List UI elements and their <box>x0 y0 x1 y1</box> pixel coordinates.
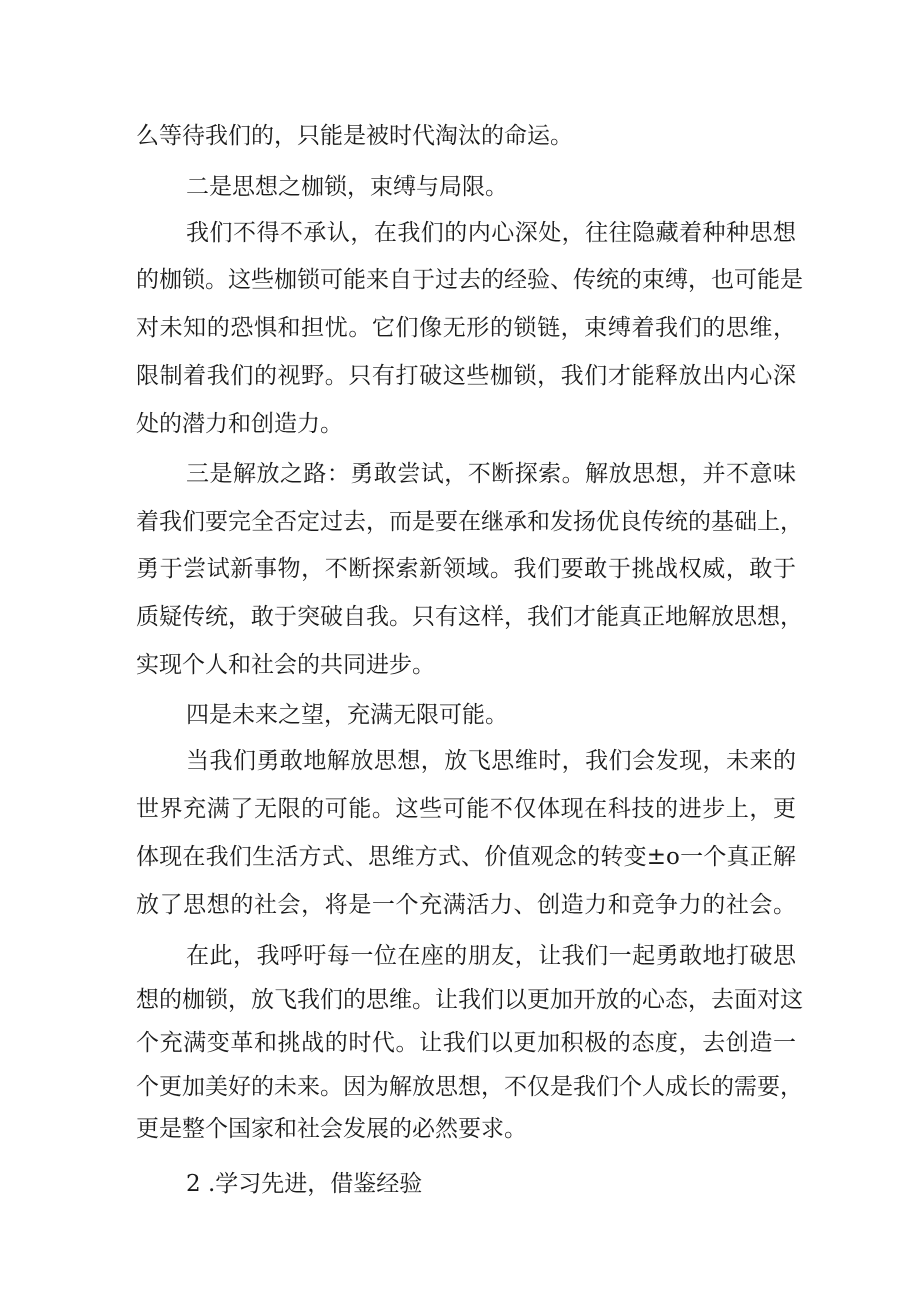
body-text-line: 质疑传统，敢于突破自我。只有这样，我们才能真正地解放思想， <box>136 604 803 630</box>
body-text-line: 体现在我们生活方式、思维方式、价值观念的转变±o一个真正解 <box>136 844 796 870</box>
body-text-line: 限制着我们的视野。只有打破这些枷锁，我们才能释放出内心深 <box>136 363 796 389</box>
section-heading-point-two: 二是思想之枷锁，束缚与局限。 <box>186 174 508 200</box>
body-text-line: 的枷锁。这些枷锁可能来自于过去的经验、传统的束缚，也可能是 <box>136 267 803 293</box>
section-heading-learn-advanced: 2 .学习先进，借鉴经验 <box>186 1171 423 1197</box>
body-text-line: 在此，我呼吁每一位在座的朋友，让我们一起勇敢地打破思 <box>186 943 796 969</box>
body-text-line: 当我们勇敢地解放思想，放飞思维时，我们会发现，未来的 <box>186 748 796 774</box>
body-text-line: 勇于尝试新事物，不断探索新领域。我们要敢于挑战权威，敢于 <box>136 556 796 582</box>
body-text-line: 放了思想的社会，将是一个充满活力、创造力和竞争力的社会。 <box>136 892 796 918</box>
body-text-line: 实现个人和社会的共同进步。 <box>136 652 435 678</box>
body-text-line: 想的枷锁，放飞我们的思维。让我们以更加开放的心态，去面对这 <box>136 987 803 1013</box>
body-text-line: 个充满变革和挑战的时代。让我们以更加积极的态度，去创造一 <box>136 1030 796 1056</box>
body-text-line: 我们不得不承认，在我们的内心深处，往往隐藏着种种思想 <box>186 220 796 246</box>
body-text-line: 三是解放之路：勇敢尝试，不断探索。解放思想，并不意味 <box>186 461 796 487</box>
body-text-line: 处的潜力和创造力。 <box>136 411 343 437</box>
body-text-line: 个更加美好的未来。因为解放思想，不仅是我们个人成长的需要， <box>136 1074 803 1100</box>
body-text-line: 着我们要完全否定过去，而是要在继承和发扬优良传统的基础上， <box>136 509 803 535</box>
body-text-line: 更是整个国家和社会发展的必然要求。 <box>136 1116 527 1142</box>
body-text-line: 对未知的恐惧和担忧。它们像无形的锁链，束缚着我们的思维， <box>136 315 796 341</box>
body-text-line: 么等待我们的，只能是被时代淘汰的命运。 <box>136 123 573 149</box>
section-heading-point-four: 四是未来之望，充满无限可能。 <box>186 702 508 728</box>
body-text-line: 世界充满了无限的可能。这些可能不仅体现在科技的进步上，更 <box>136 796 796 822</box>
